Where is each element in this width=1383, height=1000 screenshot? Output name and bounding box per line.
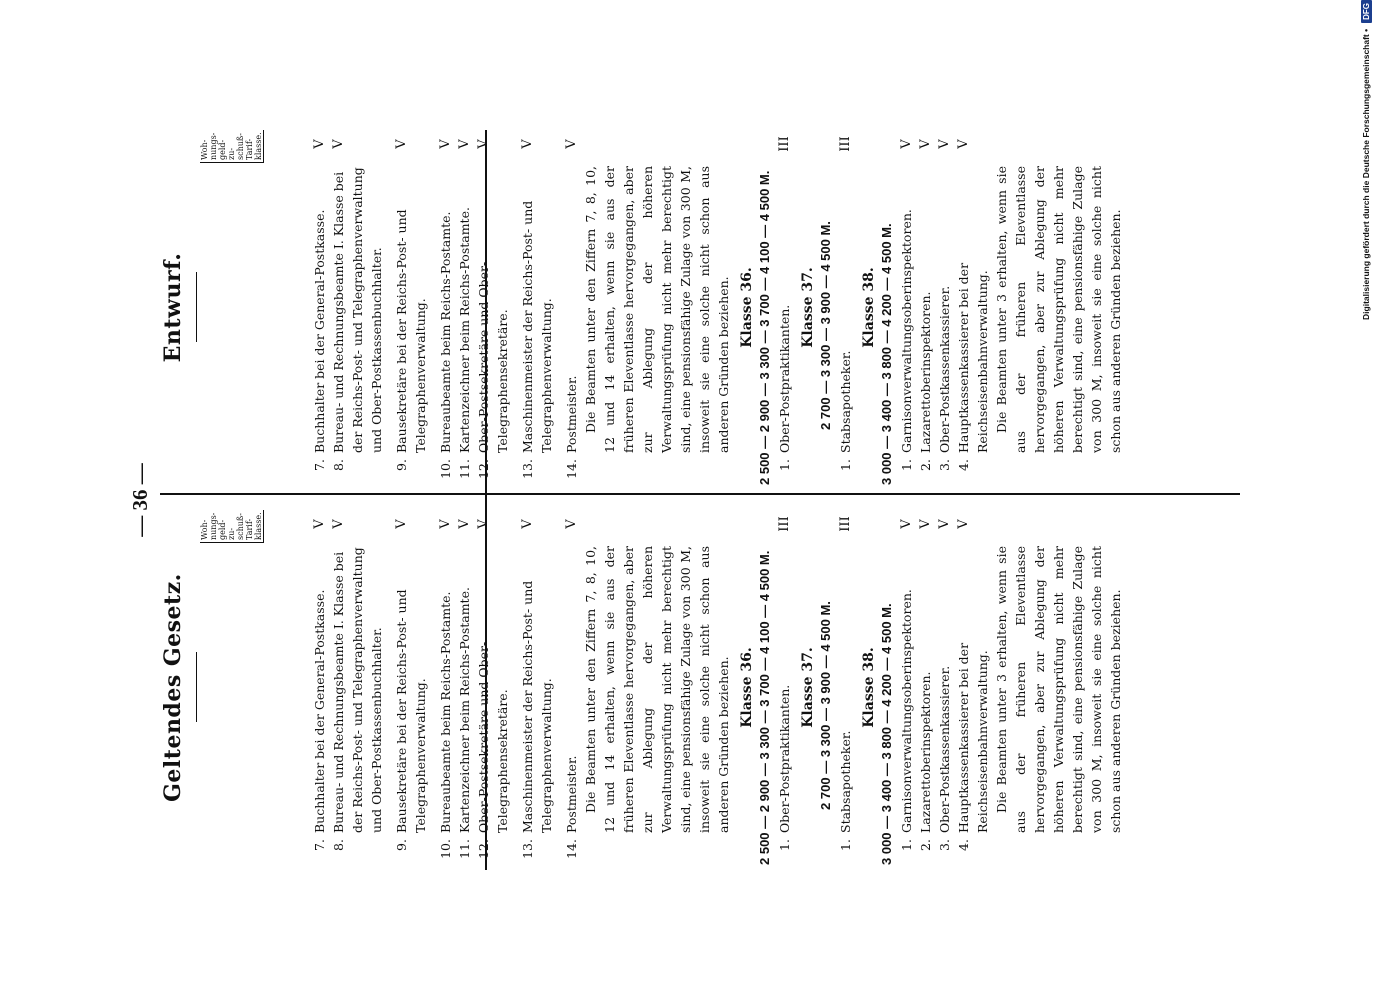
class-heading: Klasse 36. <box>739 267 755 348</box>
list-item <box>329 510 386 865</box>
item-text: Bureau- und Rechnungsbeamte I. Klasse bei der Reichs-Post- und Telegraphenverwaltung und Ober-Postkassenbuchhalter. <box>331 547 384 833</box>
wz-class: V <box>956 519 971 529</box>
item-number: 12. <box>476 839 491 859</box>
item-text: Ober-Postsekretäre und Ober-Telegraphensekretäre. <box>476 261 510 453</box>
list-item <box>455 130 474 485</box>
column-heading: Geltendes Gesetz. <box>160 573 186 802</box>
item-text: Bureaubeamte beim Reichs-Postamte. <box>438 591 453 833</box>
item-number: 8. <box>331 839 346 851</box>
item-text: Postmeister. <box>564 755 579 833</box>
wz-class: III <box>838 136 853 152</box>
list-item <box>436 130 455 485</box>
list-item <box>392 130 430 485</box>
wz-class: V <box>331 519 346 529</box>
salary-scale: 2 500 — 2 900 — 3 300 — 3 700 — 4 100 — 4 500 M. <box>757 170 772 485</box>
item-text: Maschinenmeister der Reichs-Post- und Telegraphenverwaltung. <box>520 200 554 453</box>
wz-class: V <box>476 519 491 529</box>
item-number: 1. <box>899 459 914 471</box>
item-number: 4. <box>956 459 971 471</box>
list-item <box>518 510 556 865</box>
column-current-law <box>160 510 1123 865</box>
item-number: 2. <box>918 839 933 851</box>
wz-column-header <box>200 130 264 485</box>
item-number: 1. <box>838 459 853 471</box>
item-text: Bureau- und Rechnungsbeamte I. Klasse bei der Reichs-Post- und Telegraphenverwaltung und Ober-Postkassenbuchhalter. <box>331 167 384 453</box>
item-number: 9. <box>394 459 409 471</box>
item-text: Garnisonverwaltungsoberinspektoren. <box>899 209 914 453</box>
salary-scale: 2 700 — 3 300 — 3 900 — 4 500 M. <box>818 221 833 430</box>
list-item <box>310 510 329 865</box>
class-heading: Klasse 37. <box>800 267 816 348</box>
item-text: Stabsapotheker. <box>838 730 853 833</box>
heading-rule <box>196 273 197 343</box>
class-heading: Klasse 36. <box>739 647 755 728</box>
list-item <box>436 510 455 865</box>
wz-class: III <box>777 516 792 532</box>
wz-class: V <box>918 139 933 149</box>
item-text: Lazarettoberinspektoren. <box>918 671 933 833</box>
wz-class: V <box>457 519 472 529</box>
class-heading: Klasse 37. <box>800 647 816 728</box>
digitization-credit <box>1358 0 1374 1000</box>
item-number: 12. <box>476 459 491 479</box>
wz-class: III <box>838 516 853 532</box>
wz-class: V <box>937 519 952 529</box>
wz-column-header <box>200 510 264 865</box>
list-item <box>897 510 916 865</box>
item-text: Ober-Postpraktikanten. <box>777 684 792 833</box>
wz-class: V <box>937 139 952 149</box>
item-text: Postmeister. <box>564 375 579 453</box>
item-number: 8. <box>331 459 346 471</box>
wz-class: V <box>394 139 409 149</box>
item-number: 1. <box>838 839 853 851</box>
list-item <box>954 130 992 485</box>
list-item <box>836 510 855 865</box>
list-item <box>935 130 954 485</box>
list-item <box>562 130 581 485</box>
item-number: 11. <box>457 839 472 859</box>
item-number: 7. <box>312 839 327 851</box>
item-text: Bausekretäre bei der Reichs-Post- und Telegraphenverwaltung. <box>394 589 428 833</box>
list-item <box>935 510 954 865</box>
wz-class: V <box>564 139 579 149</box>
list-item <box>392 510 430 865</box>
wz-class: V <box>899 139 914 149</box>
item-text: Kartenzeichner beim Reichs-Postamte. <box>457 207 472 453</box>
item-number: 10. <box>438 839 453 859</box>
item-number: 10. <box>438 459 453 479</box>
list-item <box>310 130 329 485</box>
item-number: 13. <box>520 839 535 859</box>
wz-class: V <box>520 139 535 149</box>
list-item <box>329 130 386 485</box>
item-text: Ober-Postpraktikanten. <box>777 304 792 453</box>
item-text: Stabsapotheker. <box>838 350 853 453</box>
column-body <box>310 510 1125 865</box>
footnote: Die Beamten unter den Ziffern 7, 8, 10, 12 und 14 erhalten, wenn sie aus der früheren Eleventlasse hervorgegangen, aber zur Ablegung der höheren Verwaltungsprüfung nicht mehr berechtigt sind, eine pensionsfähige Zulage von 300 M, insoweit sie eine solche nicht schon aus anderen Gründen beziehen. <box>583 546 731 833</box>
wz-class: III <box>777 136 792 152</box>
item-number: 7. <box>312 459 327 471</box>
item-number: 9. <box>394 839 409 851</box>
list-item <box>474 510 512 865</box>
item-text: Garnisonverwaltungsoberinspektoren. <box>899 589 914 833</box>
item-number: 14. <box>564 839 579 859</box>
wz-class: V <box>956 139 971 149</box>
item-text: Hauptkassenkassierer bei der Reichseisenbahnverwaltung. <box>956 642 990 833</box>
heading-rule <box>196 653 197 723</box>
class-heading: Klasse 38. <box>861 267 877 348</box>
item-text: Lazarettoberinspektoren. <box>918 291 933 453</box>
salary-scale: 3 000 — 3 400 — 3 800 — 4 200 — 4 500 M. <box>879 223 894 485</box>
list-item <box>836 130 855 485</box>
item-number: 14. <box>564 459 579 479</box>
item-number: 11. <box>457 459 472 479</box>
list-item <box>775 510 794 865</box>
class-heading: Klasse 38. <box>861 647 877 728</box>
item-number: 2. <box>918 459 933 471</box>
footnote: Die Beamten unter 3 erhalten, wenn sie aus der früheren Eleventlasse hervorgegangen, aber zur Ablegung der höheren Verwaltungsprüfung nicht mehr berechtigt sind, eine pensionsfähige Zulage von 300 M, insoweit sie eine solche nicht schon aus anderen Gründen beziehen. <box>994 166 1123 453</box>
wz-class: V <box>438 519 453 529</box>
item-text: Bausekretäre bei der Reichs-Post- und Telegraphenverwaltung. <box>394 209 428 453</box>
list-item <box>775 130 794 485</box>
item-number: 13. <box>520 459 535 479</box>
item-text: Bureaubeamte beim Reichs-Postamte. <box>438 211 453 453</box>
item-text: Ober-Postsekretäre und Ober-Telegraphensekretäre. <box>476 641 510 833</box>
item-text: Maschinenmeister der Reichs-Post- und Telegraphenverwaltung. <box>520 580 554 833</box>
wz-class: V <box>564 519 579 529</box>
footnote: Die Beamten unter den Ziffern 7, 8, 10, 12 und 14 erhalten, wenn sie aus der früheren Eleventlasse hervorgegangen, aber zur Ablegung der höheren Verwaltungsprüfung nicht mehr berechtigt sind, eine pensionsfähige Zulage von 300 M, insoweit sie eine solche nicht schon aus anderen Gründen beziehen. <box>583 166 731 453</box>
page-number: — 36 — <box>128 463 152 537</box>
item-number: 1. <box>777 459 792 471</box>
wz-class: V <box>312 139 327 149</box>
wz-class: V <box>520 519 535 529</box>
wz-label: Woh- nungs- geld- zu- schuß- Tarif- klasse. <box>200 130 264 163</box>
wz-class: V <box>438 139 453 149</box>
item-number: 4. <box>956 839 971 851</box>
footnote: Die Beamten unter 3 erhalten, wenn sie aus der früheren Eleventlasse hervorgegangen, aber zur Ablegung der höheren Verwaltungsprüfung nicht mehr berechtigt sind, eine pensionsfähige Zulage von 300 M, insoweit sie eine solche nicht schon aus anderen Gründen beziehen. <box>994 546 1123 833</box>
item-text: Kartenzeichner beim Reichs-Postamte. <box>457 587 472 833</box>
wz-class: V <box>394 519 409 529</box>
wz-class: V <box>476 139 491 149</box>
item-text: Buchhalter bei der General-Postkasse. <box>312 589 327 833</box>
item-text: Ober-Postkassenkassierer. <box>937 665 952 833</box>
list-item <box>916 130 935 485</box>
credit-text: Digitalisierung gefördert durch die Deutsche Forschungsgemeinschaft • <box>1361 28 1371 320</box>
salary-scale: 2 500 — 2 900 — 3 300 — 3 700 — 4 100 — 4 500 M. <box>757 550 772 865</box>
list-item <box>474 130 512 485</box>
salary-scale: 3 000 — 3 400 — 3 800 — 4 200 — 4 500 M. <box>879 603 894 865</box>
wz-label: Woh- nungs- geld- zu- schuß- Tarif- klasse. <box>200 510 264 543</box>
item-number: 1. <box>777 839 792 851</box>
salary-scale: 2 700 — 3 300 — 3 900 — 4 500 M. <box>818 601 833 810</box>
list-item <box>916 510 935 865</box>
column-draft <box>160 130 1123 485</box>
item-number: 3. <box>937 459 952 471</box>
column-divider <box>160 493 1240 495</box>
item-text: Ober-Postkassenkassierer. <box>937 285 952 453</box>
wz-class: V <box>899 519 914 529</box>
list-item <box>954 510 992 865</box>
wz-class: V <box>457 139 472 149</box>
item-text: Hauptkassenkassierer bei der Reichseisenbahnverwaltung. <box>956 262 990 453</box>
wz-class: V <box>331 139 346 149</box>
wz-class: V <box>312 519 327 529</box>
column-heading: Entwurf. <box>160 252 186 363</box>
item-number: 3. <box>937 839 952 851</box>
list-item <box>518 130 556 485</box>
list-item <box>562 510 581 865</box>
item-number: 1. <box>899 839 914 851</box>
item-text: Buchhalter bei der General-Postkasse. <box>312 209 327 453</box>
wz-class: V <box>918 519 933 529</box>
column-body <box>310 130 1125 485</box>
list-item <box>897 130 916 485</box>
list-item <box>455 510 474 865</box>
dfg-logo: DFG <box>1361 0 1372 23</box>
